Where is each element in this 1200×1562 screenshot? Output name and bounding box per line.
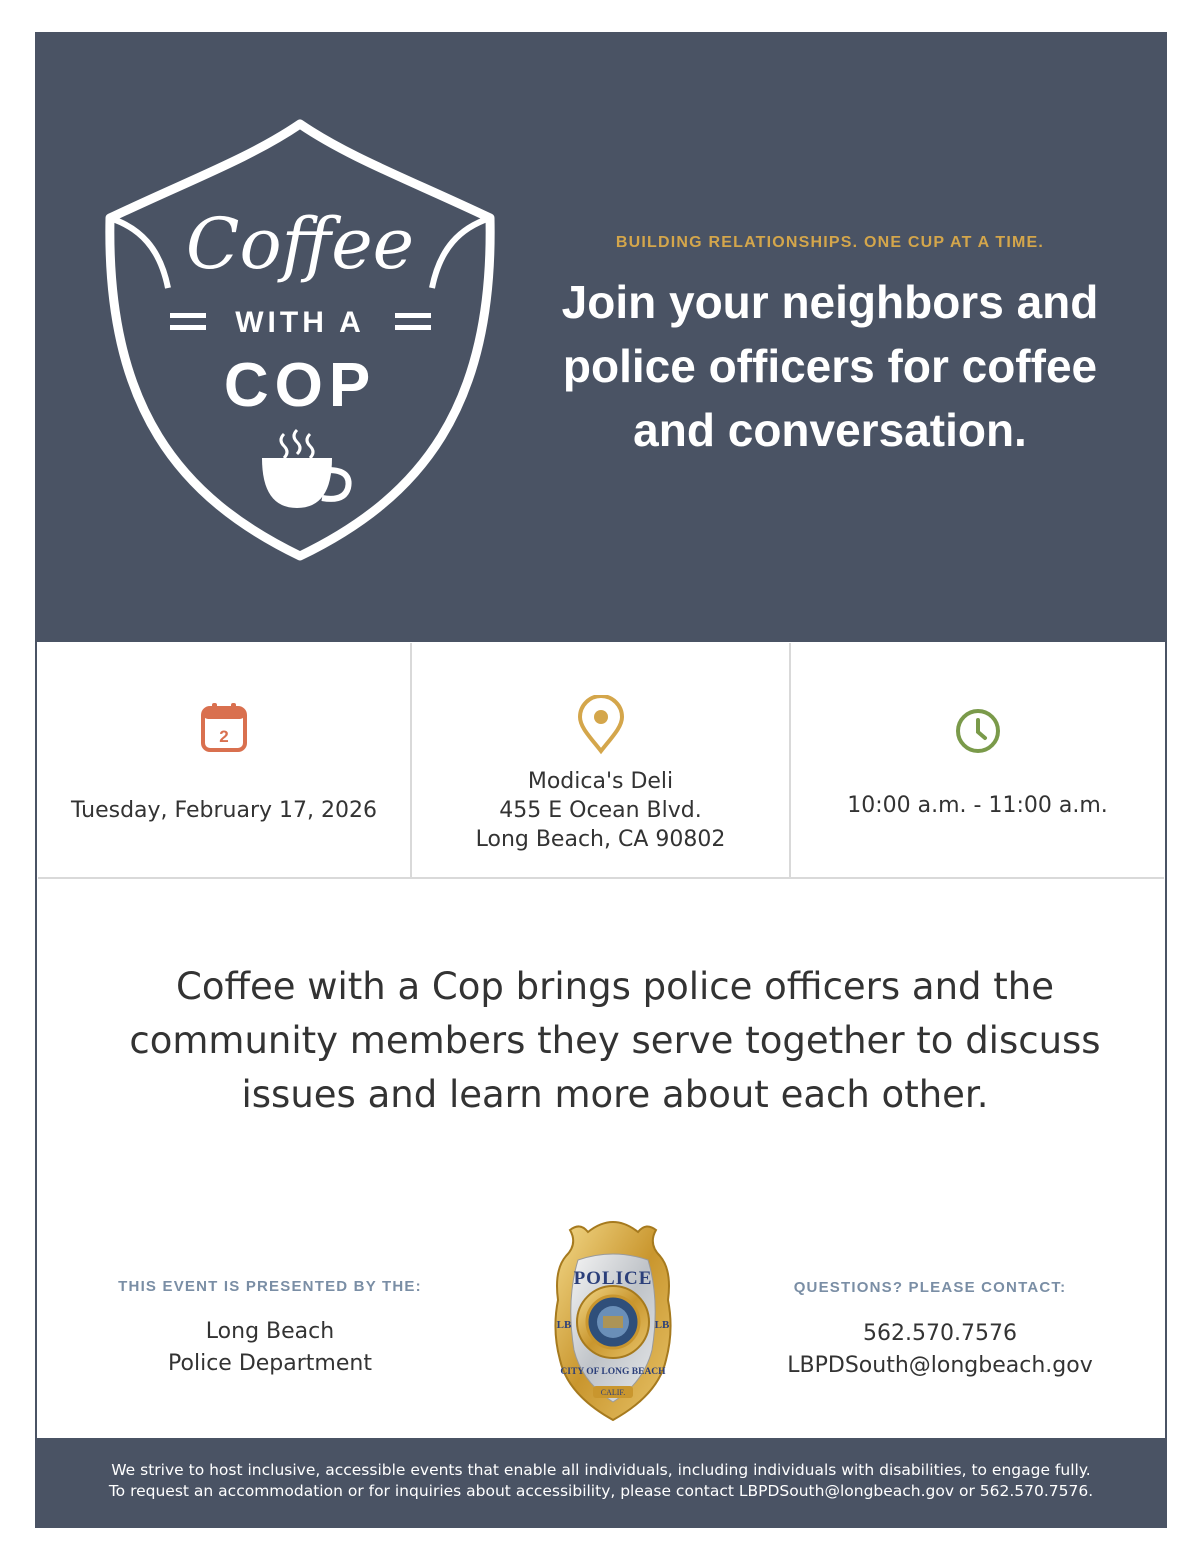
logo-cop-text: COP — [223, 351, 377, 420]
event-details-row — [38, 643, 1164, 879]
calendar-day-number: 2 — [219, 727, 229, 746]
badge-calif-text: CALIF. — [600, 1388, 626, 1397]
steam-icon — [281, 430, 313, 458]
description-line: issues and learn more about each other. — [241, 1073, 989, 1116]
logo-dash-left-1 — [170, 313, 206, 318]
contact-email: LBPDSouth@longbeach.gov — [787, 1353, 1093, 1378]
time-cell — [791, 643, 1164, 877]
presenter-label: THIS EVENT IS PRESENTED BY THE: — [118, 1278, 422, 1295]
hero-headline — [545, 270, 1115, 462]
badge-left-initials: LB — [556, 1319, 572, 1331]
badge-police-text: POLICE — [573, 1268, 653, 1289]
footer-line: We strive to host inclusive, accessible events that enable all individuals, including individuals with disabilities, to engage fully. — [111, 1461, 1091, 1479]
date-cell — [38, 643, 412, 877]
footer-line: To request an accommodation or for inquiries about accessibility, please contact LBPDSouth@longbeach.gov or 562.570.7576. — [108, 1482, 1094, 1500]
hero-tagline: BUILDING RELATIONSHIPS. ONE CUP AT A TIME. — [615, 234, 1045, 251]
badge-ring-text: CITY OF LONG BEACH — [560, 1367, 666, 1377]
logo-dash-left-2 — [170, 325, 206, 330]
accessibility-footer — [35, 1438, 1167, 1528]
coffee-cup-icon — [262, 458, 349, 508]
coffee-with-a-cop-logo — [100, 118, 500, 563]
presenter-line: Long Beach — [205, 1319, 335, 1344]
headline-line: Join your neighbors and — [561, 276, 1099, 328]
venue-city: Long Beach, CA 90802 — [475, 827, 726, 852]
logo-with-a-text: WITH A — [235, 306, 365, 339]
badge-right-initials: LB — [654, 1319, 670, 1331]
venue-street: 455 E Ocean Blvd. — [499, 798, 702, 823]
event-time: 10:00 a.m. - 11:00 a.m. — [847, 793, 1108, 818]
police-badge-icon — [548, 1210, 678, 1425]
logo-dash-right-1 — [395, 313, 431, 318]
presenter-line: Police Department — [168, 1351, 372, 1376]
logo-dash-right-2 — [395, 325, 431, 330]
event-location — [412, 767, 789, 854]
shield-logo-graphic — [100, 118, 500, 563]
clock-icon — [954, 707, 1002, 759]
location-cell — [412, 643, 791, 877]
event-description — [60, 960, 1170, 1122]
contact-info — [750, 1318, 1130, 1382]
venue-name: Modica's Deli — [527, 769, 674, 794]
contact-label: QUESTIONS? PLEASE CONTACT: — [793, 1279, 1067, 1296]
event-date: Tuesday, February 17, 2026 — [71, 798, 377, 823]
headline-line: police officers for coffee — [562, 340, 1098, 392]
contact-phone: 562.570.7576 — [863, 1321, 1017, 1346]
headline-line: and conversation. — [633, 404, 1027, 456]
presenter-name — [80, 1316, 460, 1380]
calendar-icon — [200, 701, 248, 757]
description-line: community members they serve together to discuss — [129, 1019, 1101, 1062]
logo-coffee-text: Coffee — [185, 203, 415, 285]
description-line: Coffee with a Cop brings police officers and the — [175, 965, 1055, 1008]
location-pin-icon — [576, 695, 626, 759]
